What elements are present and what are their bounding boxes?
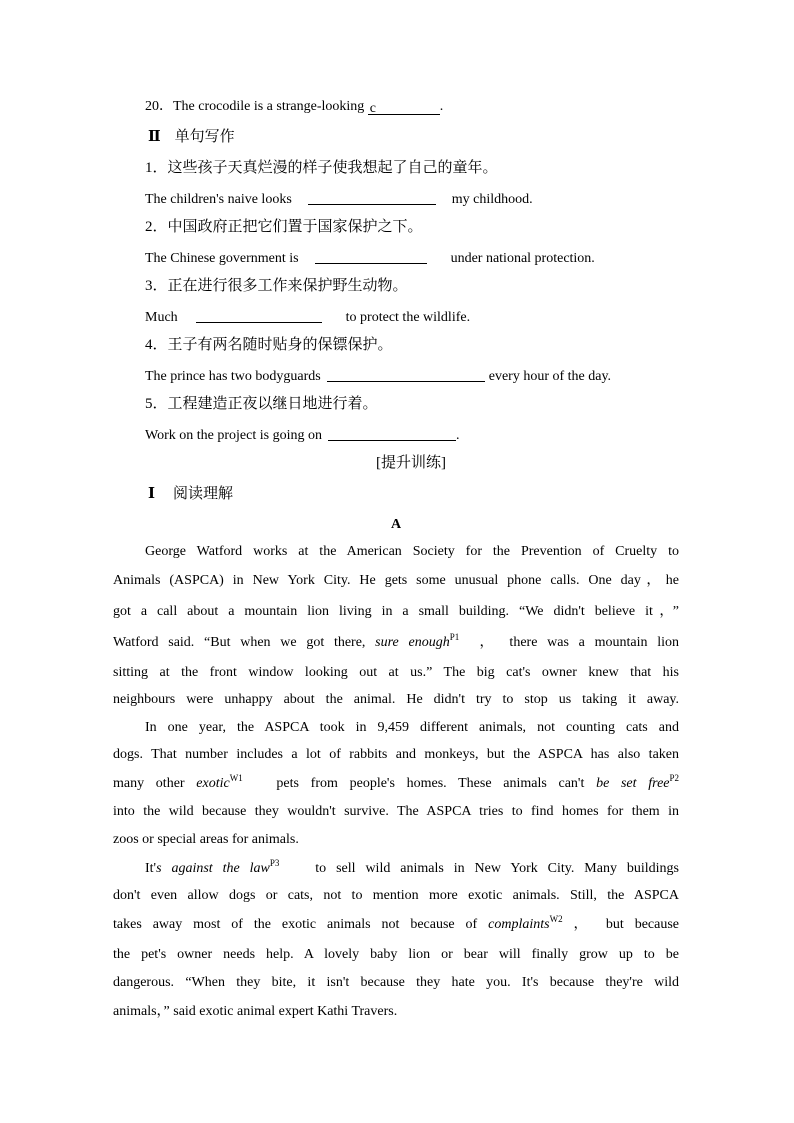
passage-line: neighbours were unhappy about the animal. He didn't try to stop us taking it away. xyxy=(113,692,679,707)
footnote-marker: W2 xyxy=(549,914,563,924)
passage-line: takes away most of the exotic animals not because of complaints$^{W2}$ ， but because xyxy=(113,914,679,932)
passage-line: the pet's owner needs help. A lovely baby lion or bear will finally grow up to be xyxy=(113,947,679,962)
footnote-marker: P2 xyxy=(669,773,680,783)
item-5-english: Work on the project is going on . xyxy=(145,428,460,443)
passage-line: Animals (ASPCA) in New York City. He gets some unusual phone calls. One day，he xyxy=(113,573,679,588)
item-1-chinese: 1．这些孩子天真烂漫的样子使我想起了自己的童年。 xyxy=(145,160,498,176)
footnote-marker: P1 xyxy=(449,632,460,642)
passage-line: George Watford works at the American Society for the Prevention of Cruelty to xyxy=(145,544,679,559)
passage-line: Watford said. “But when we got there, sure enough$^{P1}$ ， there was a mountain lion xyxy=(113,632,679,650)
passage-line: many other exotic$^{W1}$ pets from people's homes. These animals can't be set free$^{P2}$ xyxy=(113,773,680,791)
vocab-phrase: sure enough xyxy=(375,635,450,650)
passage-line: zoos or special areas for animals. xyxy=(113,832,299,847)
vocab-word: exotic xyxy=(196,776,230,791)
item-2-english: The Chinese government is under national protection. xyxy=(145,251,595,266)
item-3-english: Much to protect the wildlife. xyxy=(145,310,471,325)
section-number: Ⅰ xyxy=(148,486,156,502)
passage-line: In one year, the ASPCA took in 9,459 different animals, not counting cats and xyxy=(145,720,679,735)
passage-line: animals，” said exotic animal expert Kathi Travers. xyxy=(113,1004,398,1019)
vocab-phrase: be set free xyxy=(596,776,670,791)
section-1-heading xyxy=(148,485,233,503)
answer-blank[interactable] xyxy=(368,100,440,115)
question-20-text: 20．The crocodile is a strange-looking xyxy=(145,99,368,114)
answer-blank[interactable] xyxy=(315,249,427,264)
item-4-chinese: 4．王子有两名随时贴身的保镖保护。 xyxy=(145,337,393,353)
passage-line: dangerous. “When they bite, it isn't because they hate you. It's because they're wild xyxy=(113,975,679,990)
section-title: 阅读理解 xyxy=(173,486,234,502)
item-5-chinese: 5．工程建造正夜以继日地进行着。 xyxy=(145,396,378,412)
passage-line: sitting at the front window looking out at us.” The big cat's owner knew that his xyxy=(113,665,679,680)
answer-blank[interactable] xyxy=(328,426,456,441)
vocab-phrase: s against the law xyxy=(156,861,270,876)
passage-letter: A xyxy=(391,517,402,532)
item-2-chinese: 2．中国政府正把它们置于国家保护之下。 xyxy=(145,219,423,235)
answer-blank[interactable] xyxy=(308,190,436,205)
section-number: Ⅱ xyxy=(148,129,161,145)
blank-hint: c xyxy=(369,101,376,116)
passage-line: It's against the law$^{P3}$ to sell wild animals in New York City. Many buildings xyxy=(145,858,679,876)
item-1-english: The children's naive looks my childhood. xyxy=(145,192,533,207)
answer-blank[interactable] xyxy=(196,308,322,323)
answer-blank[interactable] xyxy=(327,367,485,382)
section-title: 单句写作 xyxy=(174,129,235,145)
passage-line: got a call about a mountain lion living in a small building. “We didn't believe it，” xyxy=(113,604,679,619)
footnote-marker: W1 xyxy=(229,773,243,783)
vocab-word: complaints xyxy=(488,917,550,932)
item-3-chinese: 3．正在进行很多工作来保护野生动物。 xyxy=(145,278,408,294)
passage-line: into the wild because they wouldn't survive. The ASPCA tries to find homes for them in xyxy=(113,804,679,819)
passage-line: dogs. That number includes a lot of rabbits and monkeys, but the ASPCA has also taken xyxy=(113,747,679,762)
footnote-marker: P3 xyxy=(269,858,280,868)
section-2-heading xyxy=(148,128,235,146)
training-title: [提升训练] xyxy=(376,455,446,471)
item-4-english: The prince has two bodyguards every hour of the day. xyxy=(145,369,612,384)
question-20: 20．The crocodile is a strange-looking c . xyxy=(145,99,444,116)
passage-line: don't even allow dogs or cats, not to mention more exotic animals. Still, the ASPCA xyxy=(113,888,679,903)
